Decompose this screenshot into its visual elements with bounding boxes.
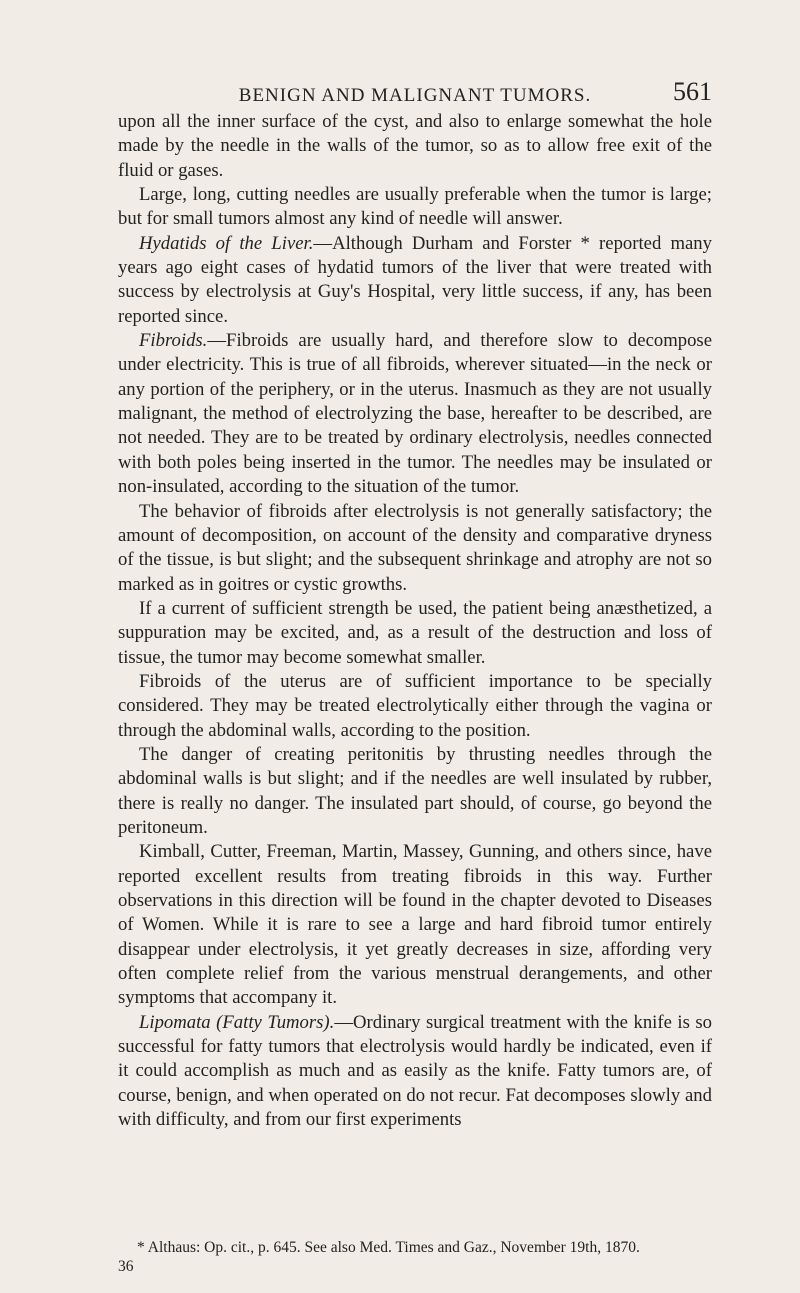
- run-in-heading: Hydatids of the Liver.: [139, 232, 314, 254]
- running-head: BENIGN AND MALIGNANT TUMORS.: [238, 85, 592, 106]
- paragraph: [118, 1011, 712, 1133]
- page-header: [118, 79, 712, 111]
- paragraph-text: Large, long, cutting needles are usually preferable when the tumor is large; but for small tumors almost any kind of needle will answer.: [118, 184, 712, 230]
- paragraph-text: upon all the inner surface of the cyst, and also to enlarge somewhat the hole made by the needle in the walls of the tumor, so as to allow free exit of the fluid or gases.: [118, 111, 712, 181]
- paragraph: [118, 597, 712, 670]
- paragraph: [118, 232, 712, 329]
- page-number: 561: [673, 77, 712, 106]
- footnote: * Althaus: Op. cit., p. 645. See also Med. Times and Gaz., November 19th, 1870.: [137, 1239, 640, 1256]
- body-text: [118, 110, 712, 1132]
- paragraph: [118, 743, 712, 840]
- paragraph: [118, 840, 712, 1010]
- paragraph: [118, 670, 712, 743]
- paragraph: [118, 329, 712, 499]
- run-in-heading: Lipomata (Fatty Tumors).: [139, 1011, 335, 1033]
- paragraph-text: The danger of creating peritonitis by thrusting needles through the abdominal walls is but slight; and if the needles are well insulated by rubber, there is really no danger. The insulated part should, of course, go beyond the peritoneum.: [118, 743, 712, 838]
- paragraph-text: If a current of sufficient strength be used, the patient being anæsthetized, a suppuration may be excited, and, as a result of the destruction and loss of tissue, the tumor may become somewhat smaller.: [118, 597, 712, 668]
- paragraph: [118, 110, 712, 183]
- signature-mark: 36: [118, 1258, 134, 1275]
- paragraph-text: The behavior of fibroids after electrolysis is not generally satisfactory; the amount of decomposition, on account of the density and comparative dryness of the tissue, is but slight; and the subsequent shrinkage and atrophy are not so marked as in goitres or cystic growths.: [118, 500, 712, 595]
- paragraph-text: —Ordinary surgical treatment with the knife is so successful for fatty tumors that electrolysis would hardly be indicated, even if it could accomplish as much and as easily as the knife. Fatty tumors are, of course, benign, and when operated on do not recur. Fat decomposes slowly and with difficulty, and from our first experiments: [118, 1011, 712, 1131]
- paragraph-text: Fibroids of the uterus are of sufficient importance to be specially considered. They may be treated electrolytically either through the vagina or through the abdominal walls, according to the position.: [118, 670, 712, 741]
- paragraph-text: —Fibroids are usually hard, and therefore slow to decompose under electricity. This is true of all fibroids, wherever situated—in the neck or any portion of the periphery, or in the uterus. Inasmuch as they are not usually malignant, the method of electrolyzing the base, hereafter to be described, are not needed. They are to be treated by ordinary electrolysis, needles connected with both poles being inserted in the tumor. The needles may be insulated or non-insulated, according to the situation of the tumor.: [118, 330, 712, 498]
- run-in-heading: Fibroids.: [139, 330, 208, 352]
- paragraph: [118, 183, 712, 232]
- paragraph-text: Kimball, Cutter, Freeman, Martin, Massey, Gunning, and others since, have reported excellent results from treating fibroids in this way. Further observations in this direction will be found in the chapter devoted to Diseases of Women. While it is rare to see a large and hard fibroid tumor entirely disappear under electrolysis, it yet greatly decreases in size, affording very often complete relief from the various menstrual derangements, and other symptoms that accompany it.: [118, 841, 712, 1009]
- paragraph: [118, 500, 712, 597]
- paragraph-text: —Although Durham and Forster * reported many years ago eight cases of hydatid tumors of the liver that were treated with success by electrolysis at Guy's Hospital, very little success, if any, has been reported since.: [118, 232, 712, 327]
